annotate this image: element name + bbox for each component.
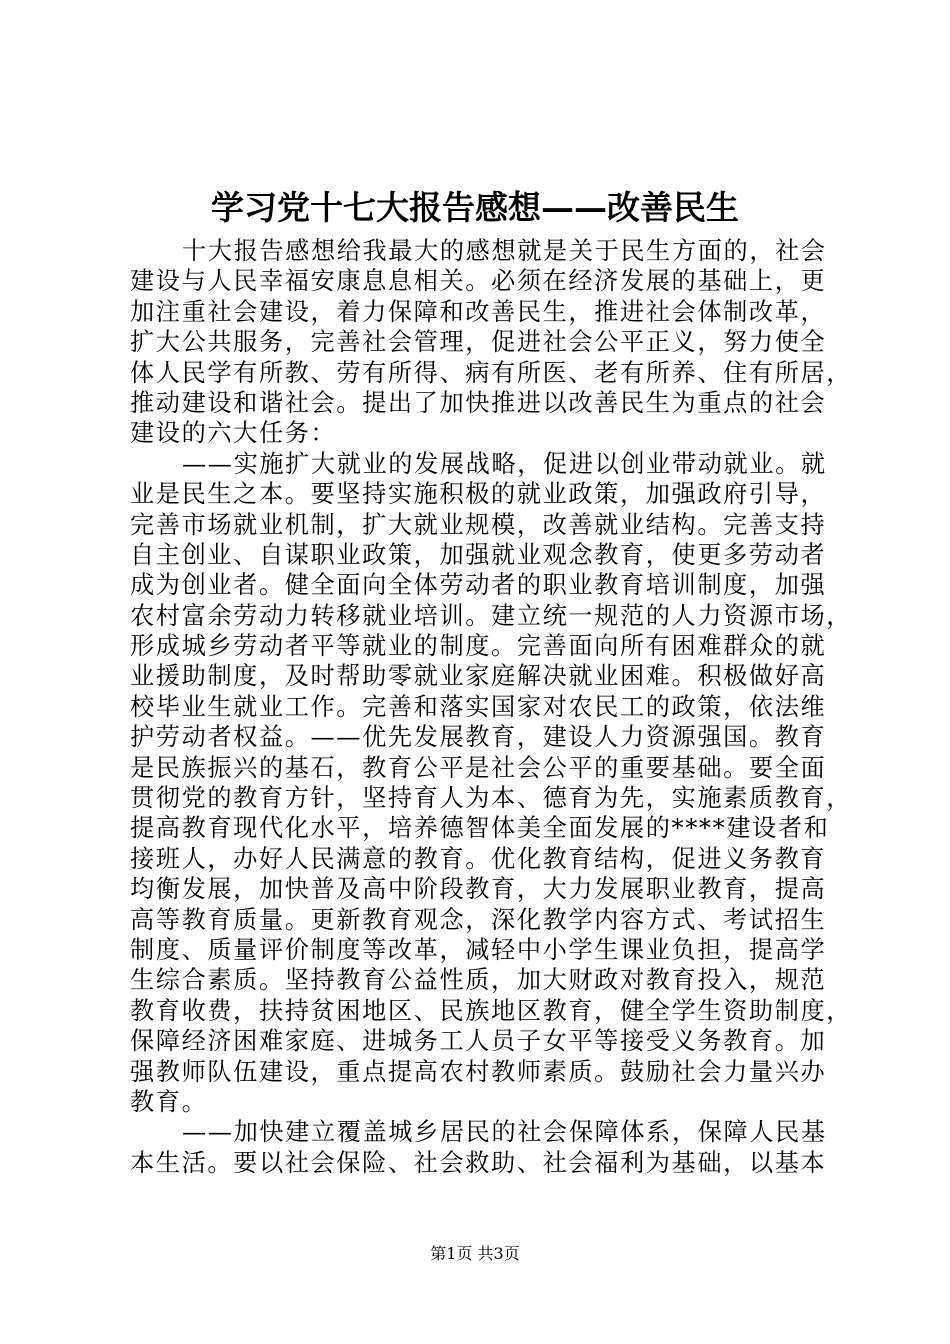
text-line: 校毕业生就业工作。完善和落实国家对农民工的政策，依法维	[130, 692, 827, 721]
text-line: 建设与人民幸福安康息息相关。必须在经济发展的基础上，更	[130, 267, 827, 296]
text-line: 加注重社会建设，着力保障和改善民生，推进社会体制改革，	[130, 297, 827, 326]
text-line: 强教师队伍建设，重点提高农村教师素质。鼓励社会力量兴办	[130, 1057, 827, 1086]
text-line: 本生活。要以社会保险、社会救助、社会福利为基础，以基本	[130, 1148, 827, 1177]
text-line: 十大报告感想给我最大的感想就是关于民生方面的，社会	[182, 237, 827, 265]
text-line: 建设的六大任务：	[130, 419, 337, 448]
text-line: 是民族振兴的基石，教育公平是社会公平的重要基础。要全面	[130, 753, 827, 782]
document-body	[130, 236, 853, 1178]
text-line: 完善市场就业机制，扩大就业规模，改善就业结构。完善支持	[130, 510, 827, 539]
text-line: 业是民生之本。要坚持实施积极的就业政策，加强政府引导，	[130, 480, 827, 509]
text-line: 制度、质量评价制度等改革，减轻中小学生课业负担，提高学	[130, 935, 827, 964]
text-line: 教育收费，扶持贫困地区、民族地区教育，健全学生资助制度，	[130, 996, 853, 1025]
text-line: 扩大公共服务，完善社会管理，促进社会公平正义，努力使全	[130, 328, 827, 357]
text-line: 推动建设和谐社会。提出了加快推进以改善民生为重点的社会	[130, 388, 827, 417]
text-line: 接班人，办好人民满意的教育。优化教育结构，促进义务教育	[130, 844, 827, 873]
text-line: 护劳动者权益。——优先发展教育，建设人力资源强国。教育	[130, 723, 827, 752]
document-title: 学习党十七大报告感想——改善民生	[211, 188, 739, 227]
text-line: ——加快建立覆盖城乡居民的社会保障体系，保障人民基	[182, 1118, 827, 1147]
text-line: 业援助制度，及时帮助零就业家庭解决就业困难。积极做好高	[130, 662, 827, 691]
text-line: 形成城乡劳动者平等就业的制度。完善面向所有困难群众的就	[130, 632, 827, 661]
page-footer: 第1页 共3页	[430, 1244, 520, 1263]
text-line: 均衡发展，加快普及高中阶段教育，大力发展职业教育，提高	[130, 875, 827, 904]
text-line: 提高教育现代化水平，培养德智体美全面发展的****建设者和	[130, 814, 830, 843]
text-line: 贯彻党的教育方针，坚持育人为本、德育为先，实施素质教育，	[130, 784, 853, 813]
text-line: 教育。	[130, 1087, 208, 1116]
text-line: 体人民学有所教、劳有所得、病有所医、老有所养、住有所居，	[130, 358, 853, 387]
text-line: 高等教育质量。更新教育观念，深化教学内容方式、考试招生	[130, 905, 827, 934]
text-line: 自主创业、自谋职业政策，加强就业观念教育，使更多劳动者	[130, 540, 827, 569]
text-line: 保障经济困难家庭、进城务工人员子女平等接受义务教育。加	[130, 1027, 827, 1056]
text-line: 农村富余劳动力转移就业培训。建立统一规范的人力资源市场，	[130, 601, 853, 630]
text-line: ——实施扩大就业的发展战略，促进以创业带动就业。就	[182, 449, 827, 478]
text-line: 生综合素质。坚持教育公益性质，加大财政对教育投入，规范	[130, 966, 827, 995]
text-line: 成为创业者。健全面向全体劳动者的职业教育培训制度，加强	[130, 571, 827, 600]
